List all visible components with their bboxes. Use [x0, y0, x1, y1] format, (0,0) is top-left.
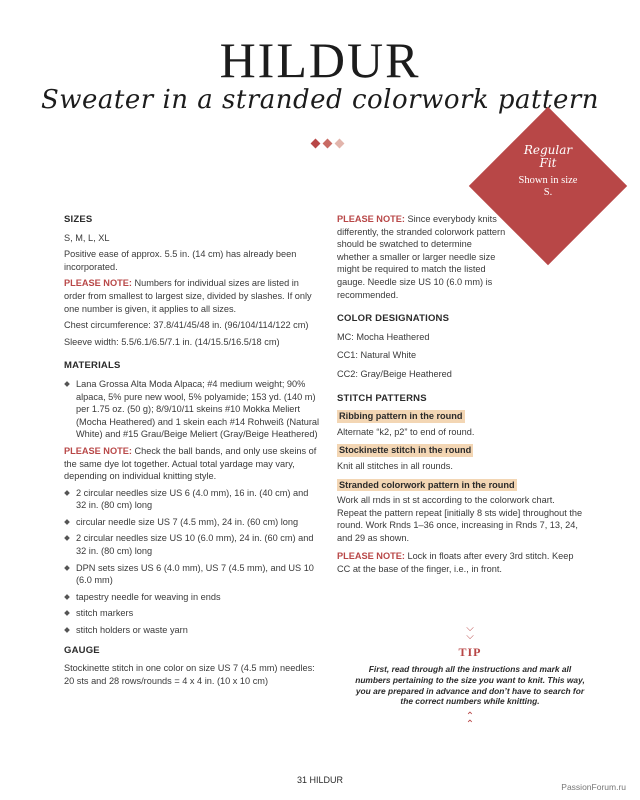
page-subtitle: Sweater in a stranded colorwork pattern	[40, 85, 600, 115]
sizes-list: S, M, L, XL	[64, 232, 110, 243]
left-column	[64, 214, 320, 691]
gauge-text: Stockinette stitch in one color on size US 7 (4.5 mm) needles: 20 sts and 28 rows/rounds = 4 x 4 in. (10 x 10 cm)	[64, 663, 315, 686]
diamond-1	[311, 139, 321, 149]
sizes-ease: Positive ease of approx. 5.5 in. (14 cm) has already been incorporated.	[64, 249, 297, 272]
diamond-ornament	[310, 140, 345, 147]
swatch-note	[337, 213, 507, 301]
stitches-heading: STITCH PATTERNS	[337, 392, 427, 404]
sizes-note-text: Numbers for individual sizes are listed in order from smallest to largest size, divided by slashes. If only one number is given, it applies to all sizes.	[64, 278, 312, 314]
sizes-note	[64, 277, 320, 315]
swatch-note-label: PLEASE NOTE:	[337, 214, 405, 224]
materials-item: stitch markers	[64, 607, 320, 620]
color-cc1: CC1: Natural White	[337, 350, 417, 361]
stockinette-title: Stockinette stitch in the round	[339, 445, 472, 456]
stockinette-text: Knit all stitches in all rounds.	[337, 460, 453, 471]
materials-item: stitch holders or waste yarn	[64, 624, 320, 637]
ribbing-text: Alternate “k2, p2” to end of round.	[337, 426, 475, 437]
tip-text: First, read through all the instructions and mark all numbers pertaining to the size you want to knit. This way, you are prepared in advance and don’t have to search for the correct numbers while knitting.	[355, 664, 585, 707]
chevron-down-icon: ⌵ ⌵	[466, 623, 474, 642]
fit-badge-shown: Shown in size S.	[518, 175, 578, 198]
stranded-title: Stranded colorwork pattern in the round	[339, 479, 515, 490]
chevron-up-icon: ⌃ ⌃	[465, 711, 475, 731]
diamond-2	[323, 139, 333, 149]
colors-heading: COLOR DESIGNATIONS	[337, 313, 450, 325]
diamond-3	[335, 139, 345, 149]
materials-item: 2 circular needles size US 10 (6.0 mm), 24 in. (60 cm) and 32 in. (80 cm) long	[64, 532, 320, 557]
sizes-heading: SIZES	[64, 214, 93, 225]
stitches-note	[337, 550, 587, 575]
materials-list	[64, 487, 320, 637]
materials-item: circular needle size US 7 (4.5 mm), 24 in. (60 cm) long	[64, 516, 320, 529]
tip-box	[352, 625, 588, 729]
watermark: PassionForum.ru	[561, 782, 626, 792]
page-title: HILDUR	[219, 32, 421, 88]
ribbing-title: Ribbing pattern in the round	[339, 411, 463, 422]
materials-item: DPN sets sizes US 6 (4.0 mm), US 7 (4.5 mm), and US 10 (6.0 mm)	[64, 562, 320, 587]
fit-badge-script: Regular Fit	[523, 143, 573, 170]
sizes-note-label: PLEASE NOTE:	[64, 278, 132, 289]
yarn-list	[64, 378, 320, 441]
color-cc2: CC2: Gray/Beige Heathered	[337, 368, 452, 379]
color-mc: MC: Mocha Heathered	[337, 331, 430, 342]
materials-heading: MATERIALS	[64, 360, 121, 372]
right-column	[337, 213, 587, 580]
yarn-item: Lana Grossa Alta Moda Alpaca; #4 medium weight; 90% alpaca, 5% pure new wool, 5% polyamide; 153 yd. (140 m) per 1.75 oz. (50 g); 8/9/10/11 skeins #10 Mokka Meliert (Mocha Heathered) and 1 skein each #14 Rohweiß (Natural White) and #15 Grau/Beige Meliert (Gray/Beige Heathered)	[64, 378, 320, 441]
materials-note	[64, 445, 320, 483]
swatch-note-text: Since everybody knits differently, the stranded colorwork pattern should be swatched to determine whether a smaller or larger needle size might be required to match the listed gauge. Needle size US 10 (6.0 mm) is recommended.	[337, 214, 506, 300]
stranded-text: Work all rnds in st st according to the colorwork chart. Repeat the pattern repeat [initially 8 sts wide] throughout the round. Work Rnds 1–36 once, increasing in Rnds 7, 13, 24, and 29 as shown.	[337, 495, 583, 543]
gauge-heading: GAUGE	[64, 644, 100, 656]
materials-note-label: PLEASE NOTE:	[64, 445, 132, 456]
tip-title: TIP	[458, 645, 482, 659]
materials-note-text: Check the ball bands, and only use skeins of the same dye lot together. Actual total yardage may vary, depending on individual knitting style.	[64, 445, 317, 482]
chest-circumference: Chest circumference: 37.8/41/45/48 in. (96/104/114/122 cm)	[64, 320, 309, 331]
materials-item: tapestry needle for weaving in ends	[64, 591, 320, 604]
materials-item: 2 circular needles size US 6 (4.0 mm), 16 in. (40 cm) and 32 in. (80 cm) long	[64, 487, 320, 512]
stitches-note-text: Lock in floats after every 3rd stitch. Keep CC at the base of the finger, i.e., in front.	[337, 551, 574, 575]
sleeve-width: Sleeve width: 5.5/6.1/6.5/7.1 in. (14/15.5/16.5/18 cm)	[64, 336, 280, 347]
stitches-note-label: PLEASE NOTE:	[337, 551, 405, 562]
page-footer: 31 HILDUR	[296, 775, 343, 785]
